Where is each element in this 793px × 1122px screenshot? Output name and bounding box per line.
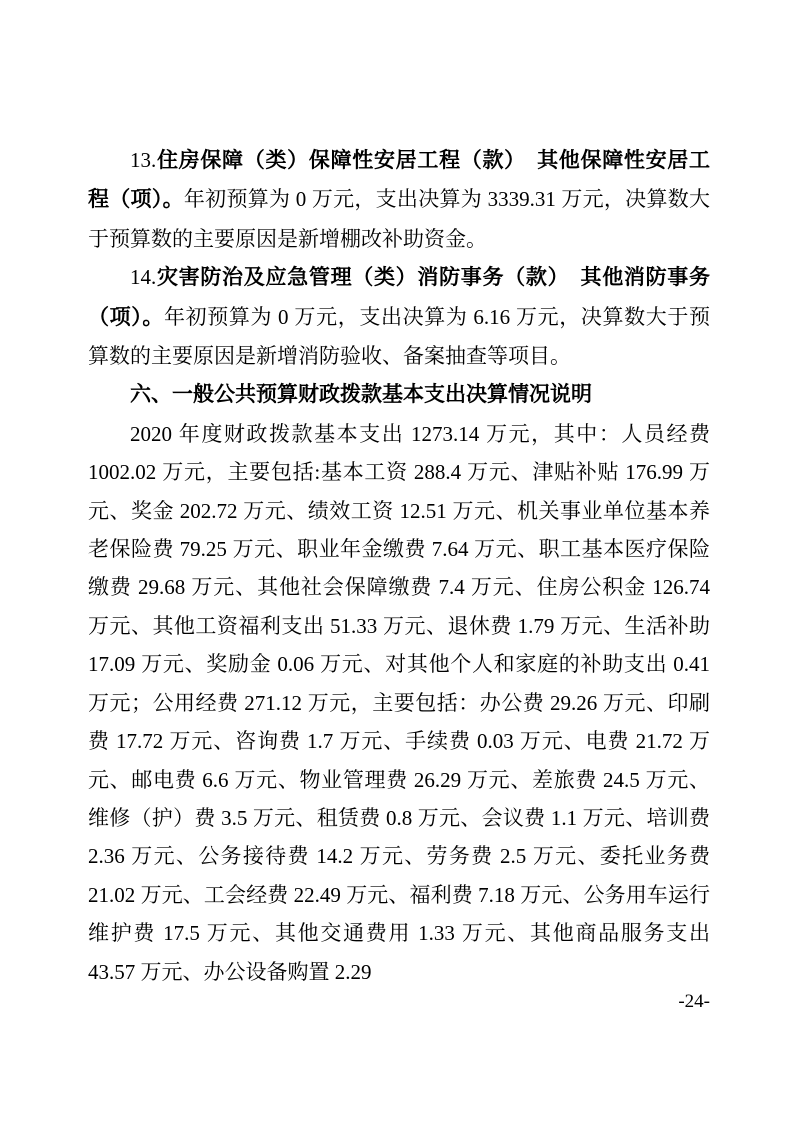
paragraph-item-13 [88, 141, 710, 258]
paragraph-number: 13. [130, 148, 157, 172]
page-number: -24- [678, 991, 710, 1012]
section-heading-text: 六、一般公共预算财政拨款基本支出决算情况说明 [130, 383, 592, 407]
paragraph-body: 2020 年度财政拨款基本支出 1273.14 万元，其中：人员经费 1002.02 万元，主要包括:基本工资 288.4 万元、津贴补贴 176.99 万元、奖金 202.72 万元、绩效工资 12.51 万元、机关事业单位基本养老保险费 79.25 万元、职业年金缴费 7.64 万元、职工基本医疗保险缴费 29.68 万元、其他社会保障缴费 7.4 万元、住房公积金 126.74 万元、其他工资福利支出 51.33 万元、退休费 1.79 万元、生活补助 17.09 万元、奖励金 0.06 万元、对其他个人和家庭的补助支出 0.41 万元；公用经费 271.12 万元，主要包括：办公费 29.26 万元、印刷费 17.72 万元、咨询费 1.7 万元、手续费 0.03 万元、电费 21.72 万元、邮电费 6.6 万元、物业管理费 26.29 万元、差旅费 24.5 万元、维修（护）费 3.5 万元、租赁费 0.8 万元、会议费 1.1 万元、培训费 2.36 万元、公务接待费 14.2 万元、劳务费 2.5 万元、委托业务费 21.02 万元、工会经费 22.49 万元、福利费 7.18 万元、公务用车运行维护费 17.5 万元、其他交通费用 1.33 万元、其他商品服务支出 43.57 万元、办公设备购置 2.29 [88, 421, 710, 984]
basic-expenditure-paragraph [88, 415, 710, 991]
paragraph-heading: 灾害防治及应急管理（类）消防事务（款） 其他消防事务（项）。 [88, 266, 710, 329]
paragraph-number: 14. [130, 265, 157, 290]
section-heading-6 [88, 375, 710, 414]
paragraph-body: 年初预算为 0 万元，支出决算为 6.16 万元，决算数大于预算数的主要原因是新增消防验收、备案抽查等项目。 [88, 304, 711, 369]
paragraph-heading: 住房保障（类）保障性安居工程（款） 其他保障性安居工程（项）。 [88, 149, 710, 212]
paragraph-item-14 [88, 258, 710, 375]
paragraph-body: 年初预算为 0 万元，支出决算为 3339.31 万元，决算数大于预算数的主要原因是新增棚改补助资金。 [88, 187, 711, 251]
